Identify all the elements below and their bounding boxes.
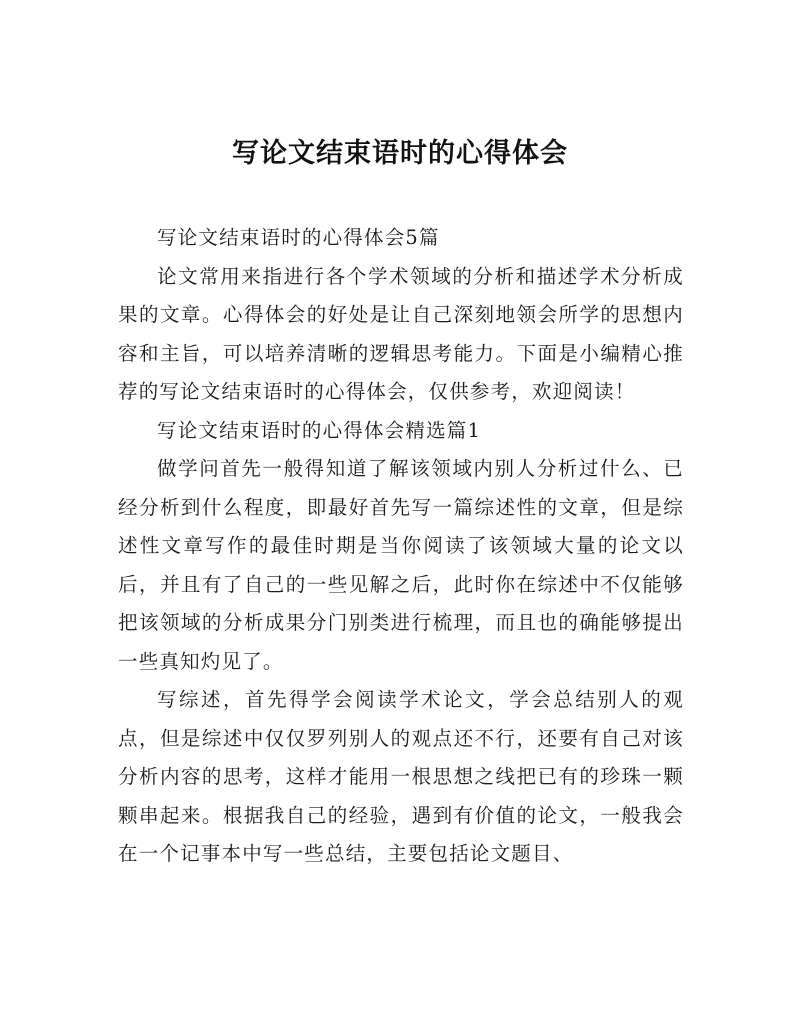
paragraph-intro: 论文常用来指进行各个学术领域的分析和描述学术分析成果的文章。心得体会的好处是让自己深刻地领会所学的思想内容和主旨，可以培养清晰的逻辑思考能力。下面是小编精心推荐的写论文结束语时的心得体会，仅供参考，欢迎阅读！: [118, 264, 684, 403]
document-title: 写论文结束语时的心得体会: [232, 138, 568, 169]
paragraph-section-heading: 写论文结束语时的心得体会精选篇1: [157, 418, 482, 442]
document-body: [118, 219, 684, 874]
paragraph-body-1: 做学问首先一般得知道了解该领域内别人分析过什么、已经分析到什么程度，即最好首先写一篇综述性的文章，但是综述性文章写作的最佳时期是当你阅读了该领域大量的论文以后，并且有了自己的一些见解之后，此时你在综述中不仅能够把该领域的分析成果分门别类进行梳理，而且也的确能够提出一些真知灼见了。: [118, 457, 684, 673]
paragraph-subtitle: 写论文结束语时的心得体会5篇: [157, 226, 440, 249]
paragraph-body-2: 写综述，首先得学会阅读学术论文，学会总结别人的观点，但是综述中仅仅罗列别人的观点还不行，还要有自己对该分析内容的思考，这样才能用一根思想之线把已有的珍珠一颗颗串起来。根据我自己的经验，遇到有价值的论文，一般我会在一个记事本中写一些总结，主要包括论文题目、: [118, 688, 684, 865]
